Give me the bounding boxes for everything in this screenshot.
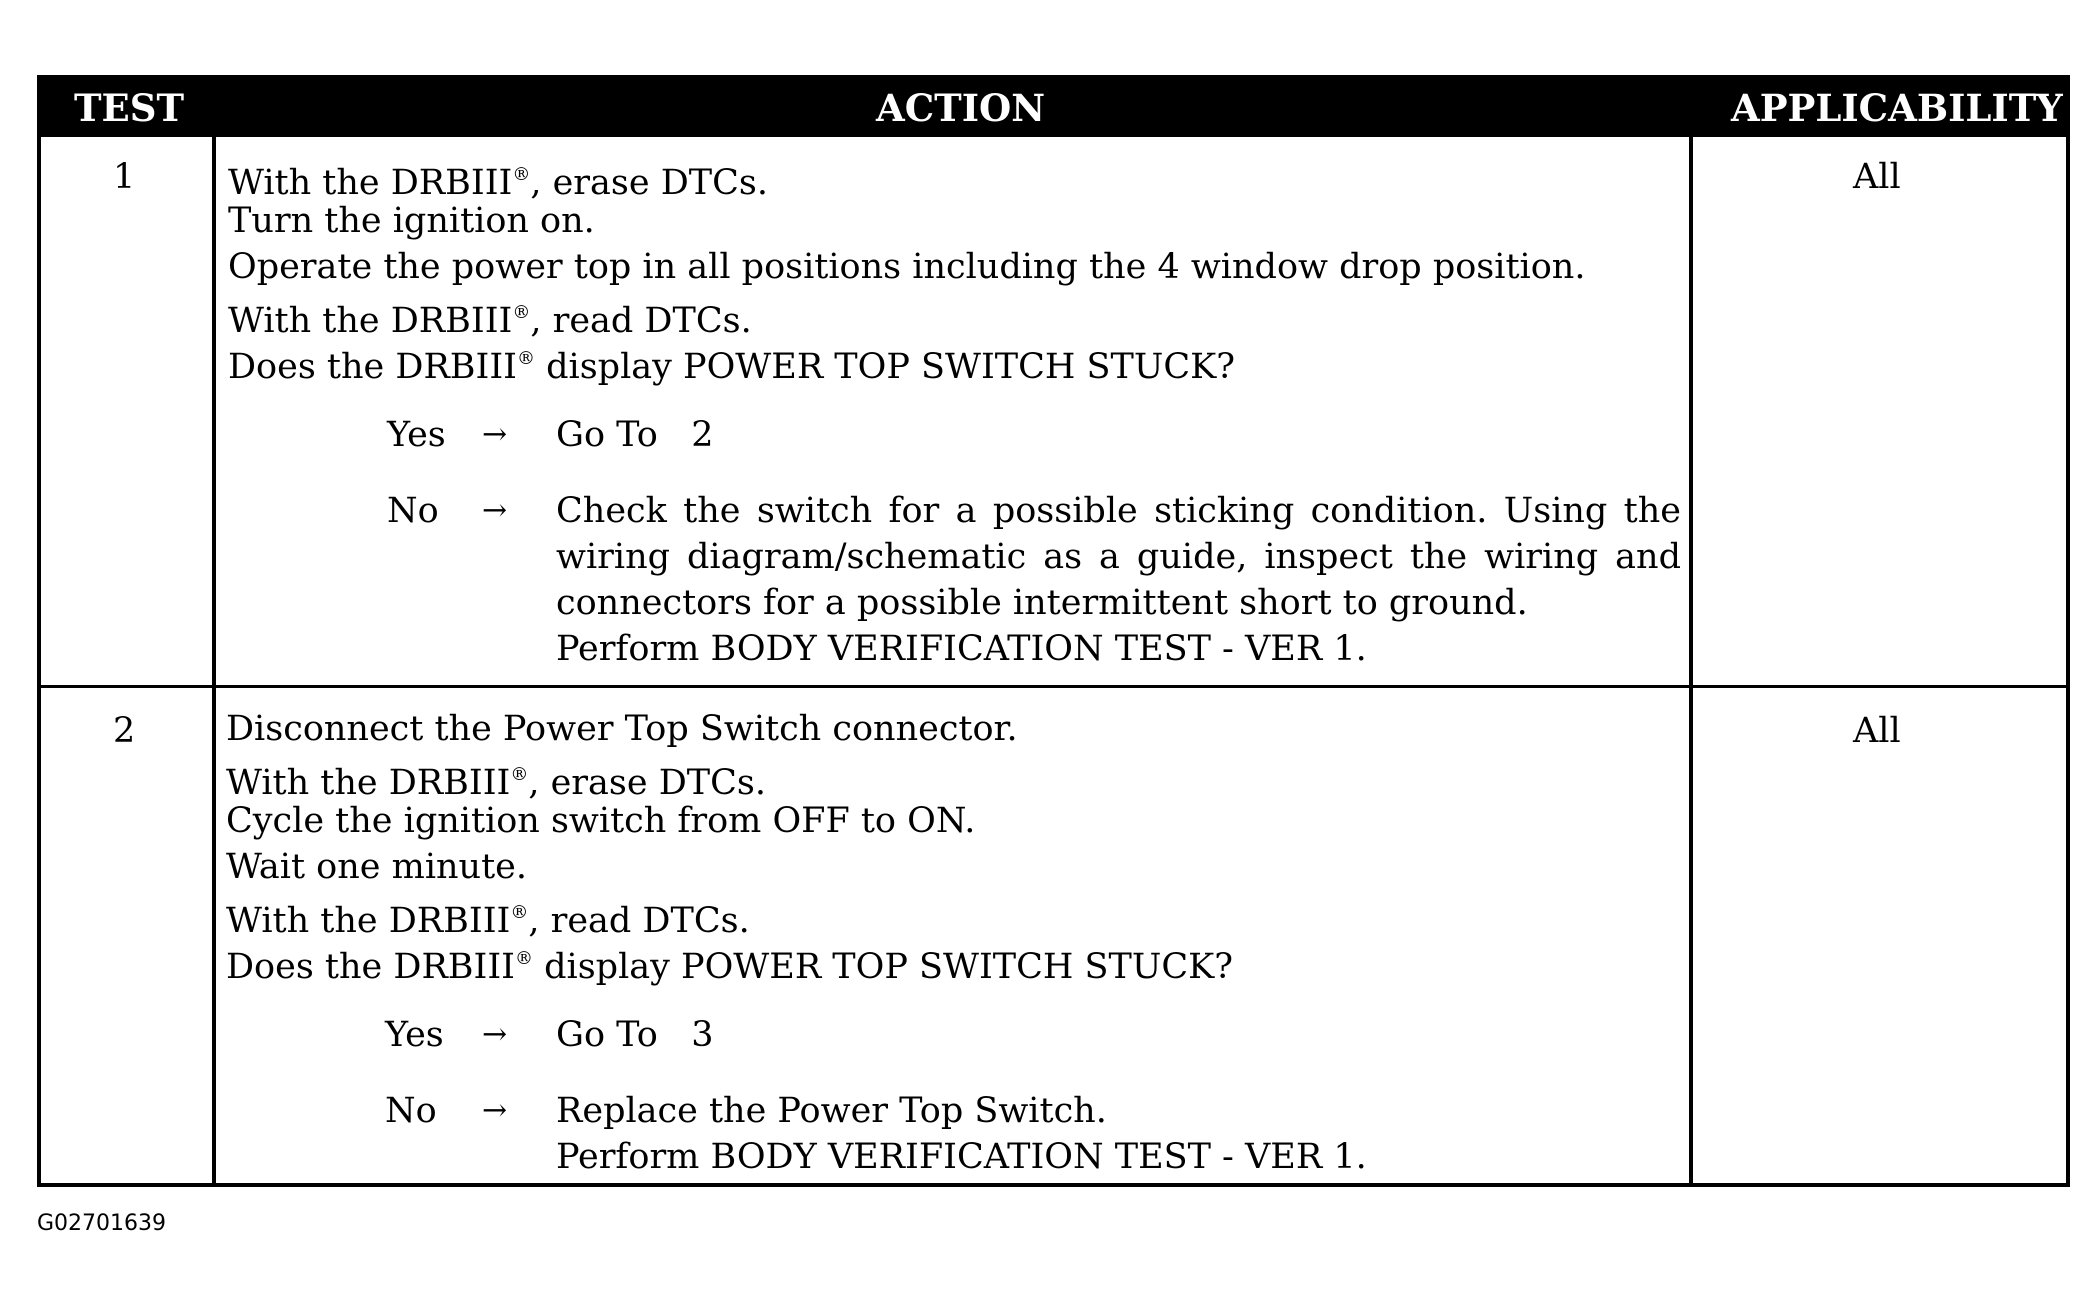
step-text: With the DRBIII®, read DTCs.	[228, 301, 752, 341]
header-applicability: APPLICABILITY	[1731, 86, 2063, 130]
no-result-line: Replace the Power Top Switch.	[556, 1091, 1107, 1131]
step-text: Does the DRBIII® display POWER TOP SWITCH STUCK?	[228, 347, 1236, 387]
no-result-line: connectors for a possible intermittent short to ground.	[556, 583, 1528, 623]
header-test: TEST	[74, 86, 184, 130]
no-label: No	[387, 491, 439, 531]
step-text: Operate the power top in all positions including the 4 window drop position.	[228, 247, 1586, 287]
arrow-icon: →	[482, 493, 508, 528]
yes-result: Go To 2	[556, 415, 714, 455]
no-result	[556, 488, 1681, 672]
no-result	[556, 1088, 1367, 1180]
row-divider	[41, 685, 2066, 688]
step-text: With the DRBIII®, erase DTCs.	[228, 163, 768, 203]
no-result-line: Perform BODY VERIFICATION TEST - VER 1.	[556, 629, 1367, 669]
yes-label: Yes	[385, 1015, 444, 1055]
step-text: Disconnect the Power Top Switch connector.	[226, 709, 1018, 749]
figure-id: G02701639	[37, 1211, 167, 1236]
step-text: Turn the ignition on.	[228, 201, 595, 241]
step-text: Cycle the ignition switch from OFF to ON.	[226, 801, 976, 841]
step-text: Wait one minute.	[226, 847, 528, 887]
applicability-value: All	[1853, 711, 1901, 751]
yes-label: Yes	[387, 415, 446, 455]
no-result-line: Perform BODY VERIFICATION TEST - VER 1.	[556, 1137, 1367, 1177]
table-header	[41, 79, 2066, 137]
header-action: ACTION	[876, 86, 1046, 130]
arrow-icon: →	[482, 1093, 508, 1128]
test-number: 1	[113, 157, 136, 197]
test-number: 2	[113, 711, 136, 751]
arrow-icon: →	[482, 1017, 508, 1052]
step-text: With the DRBIII®, read DTCs.	[226, 901, 750, 941]
step-text: Does the DRBIII® display POWER TOP SWITCH STUCK?	[226, 947, 1234, 987]
yes-result: Go To 3	[556, 1015, 714, 1055]
step-text: With the DRBIII®, erase DTCs.	[226, 763, 766, 803]
no-result-line: wiring diagram/schematic as a guide, inspect the wiring and	[556, 537, 1681, 577]
diagnostic-table	[37, 75, 2070, 1187]
no-result-line: Check the switch for a possible sticking condition. Using the	[556, 491, 1681, 531]
no-label: No	[385, 1091, 437, 1131]
column-divider	[1689, 79, 1693, 1183]
arrow-icon: →	[482, 417, 508, 452]
column-divider	[212, 79, 216, 1183]
applicability-value: All	[1853, 157, 1901, 197]
